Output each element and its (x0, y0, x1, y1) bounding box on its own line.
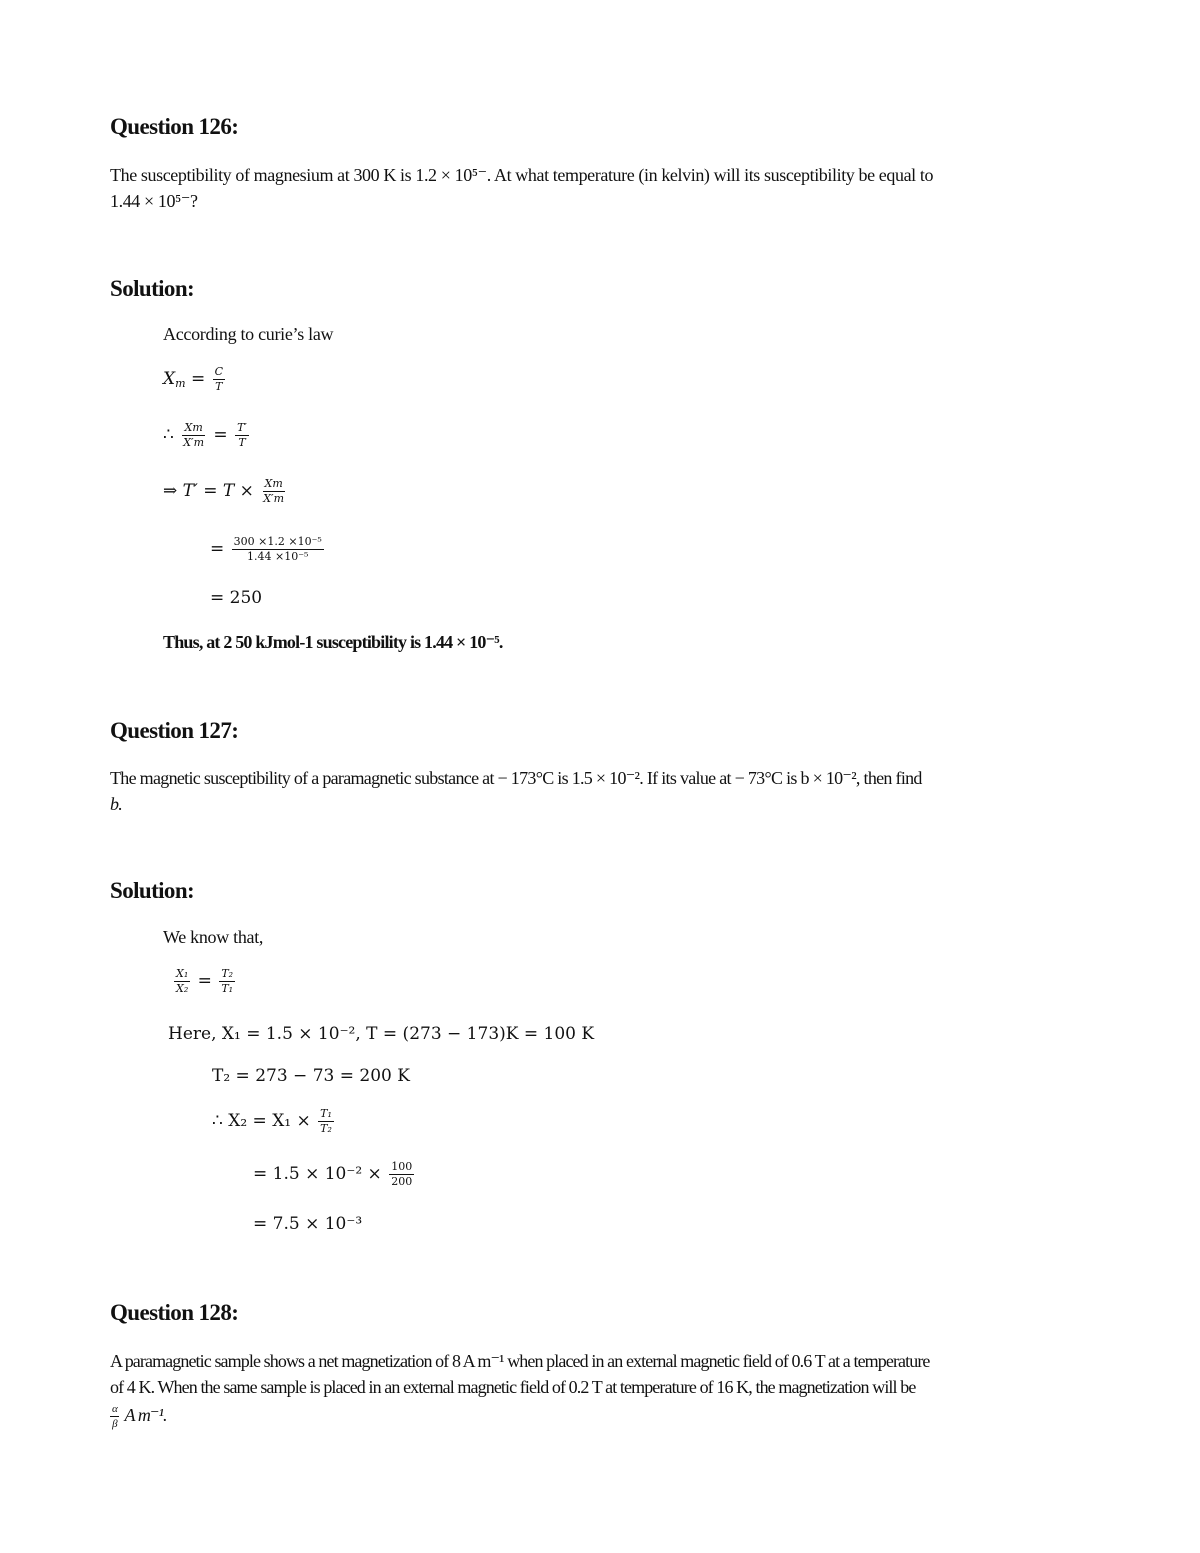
therefore-symbol: ∴ (163, 425, 174, 445)
beta-denominator: β (112, 1418, 117, 1431)
eq1-right-denominator: T₁ (221, 982, 234, 995)
solution-126-eq1: $X_m$ = $\frac{C}{T}$ (163, 365, 224, 393)
eq2-right-denominator: T (238, 436, 246, 449)
eq5-denominator: 200 (391, 1175, 413, 1188)
question-126-heading: Question 126: (110, 114, 239, 139)
eq1-numerator: C (214, 365, 224, 378)
solution-126-eq2: ∴ $\frac{Xm}{X'm}$ = $\frac{T'}{T}$ (163, 421, 247, 449)
eq4-denominator: 1.44 ×10⁻⁵ (247, 550, 309, 563)
solution-127-eq6: = 7.5 × 10⁻³ (253, 1214, 363, 1234)
question-126-text-line1: The susceptibility of magnesium at 300 K is 1.2 × 10⁵⁻. At what temperature (in kelvin) will its susceptibility be equal to (110, 165, 934, 185)
eq3-lhs: ⇒ T′ = T × (163, 481, 254, 501)
eq1-lhs: X (163, 369, 176, 389)
eq2-right-fraction (235, 422, 249, 449)
eq1-left-fraction (174, 968, 190, 995)
question-128-text (110, 1348, 1095, 1430)
solution-127-eq5 (253, 1161, 416, 1188)
solution-127-eq2: Here, X₁ = 1.5 × 10⁻², T = (273 − 173)K = 100 K (168, 1024, 595, 1044)
eq1-fraction (213, 366, 225, 393)
eq3-numerator: Xm (264, 477, 283, 490)
question-126-text-line2: 1.44 × 10⁵⁻? (110, 191, 198, 211)
solution-127-heading: Solution: (110, 878, 195, 903)
solution-127-eq4 (212, 1108, 336, 1135)
eq2-left-denominator: X′m (183, 436, 204, 449)
solution-126-conclusion: Thus, at 2 50 kJmol-1 susceptibility is 1.44 × 10⁻⁵. (163, 632, 503, 652)
eq4-numerator: T₁ (320, 1107, 332, 1120)
eq1-right-numerator: T₂ (221, 967, 234, 980)
solution-126-eq3 (163, 478, 288, 505)
eq1-denominator: T (215, 380, 223, 393)
question-128-text-line3: A m⁻¹. (124, 1405, 167, 1425)
solution-127-eq3: T₂ = 273 − 73 = 200 K (212, 1066, 410, 1086)
question-128-text-line3-wrap (110, 1402, 1095, 1430)
eq5-lhs: = 1.5 × 10⁻² × (253, 1164, 382, 1184)
question-128-heading: Question 128: (110, 1300, 239, 1325)
eq1-left-denominator: X₂ (176, 982, 189, 995)
question-127-heading: Question 127: (110, 718, 239, 743)
eq1-right-fraction (219, 968, 235, 995)
solution-127-intro: We know that, (163, 927, 264, 947)
eq1-left-numerator: X₁ (176, 967, 189, 980)
eq5-numerator: 100 (391, 1160, 413, 1173)
solution-126-eq4: = $\frac{\text{300 ×1.2 ×10⁻⁵}}{\text{1.44 ×10⁻⁵}}$ (210, 535, 322, 563)
question-127-text (110, 765, 1095, 817)
eq4-numerator: 300 ×1.2 ×10⁻⁵ (233, 535, 322, 548)
question-128-text-line2: of 4 K. When the same sample is placed in an external magnetic field of 0.2 T at temperature of 16 K, the magnetization will be (110, 1377, 916, 1397)
solution-126-heading: Solution: (110, 276, 195, 301)
eq1-sub: m (175, 377, 186, 390)
question-127-text-line1: The magnetic susceptibility of a paramagnetic substance at − 173°C is 1.5 × 10⁻². If its value at − 73°C is b × 10⁻², then find (110, 768, 922, 788)
eq3-fraction (261, 478, 286, 505)
question-126-text (110, 162, 1095, 214)
eq4-denominator: T₂ (320, 1122, 332, 1135)
question-128-text-line1: A paramagnetic sample shows a net magnetization of 8 A m⁻¹ when placed in an external magnetic field of 0.6 T at a temperature (110, 1351, 930, 1371)
solution-127-eq1: $\frac{\text{X₁}}{\text{X₂}}$ = $\frac{\text{T₂}}{\text{T₁}}$ (176, 967, 234, 995)
eq5-fraction (389, 1161, 414, 1188)
eq4-fraction (318, 1108, 334, 1135)
alpha-numerator: α (112, 1403, 117, 1416)
solution-126-eq5: = 250 (210, 588, 263, 608)
eq2-left-fraction (181, 422, 206, 449)
eq4-fraction (232, 536, 324, 563)
eq2-right-numerator: T′ (237, 421, 247, 434)
eq3-denominator: X′m (263, 492, 285, 505)
solution-126-intro: According to curie’s law (163, 324, 334, 344)
eq2-left-numerator: Xm (184, 421, 203, 434)
question-127-text-line2: b. (110, 794, 123, 814)
eq4-lhs: ∴ X₂ = X₁ × (212, 1111, 311, 1131)
alpha-beta-fraction (110, 1403, 119, 1430)
